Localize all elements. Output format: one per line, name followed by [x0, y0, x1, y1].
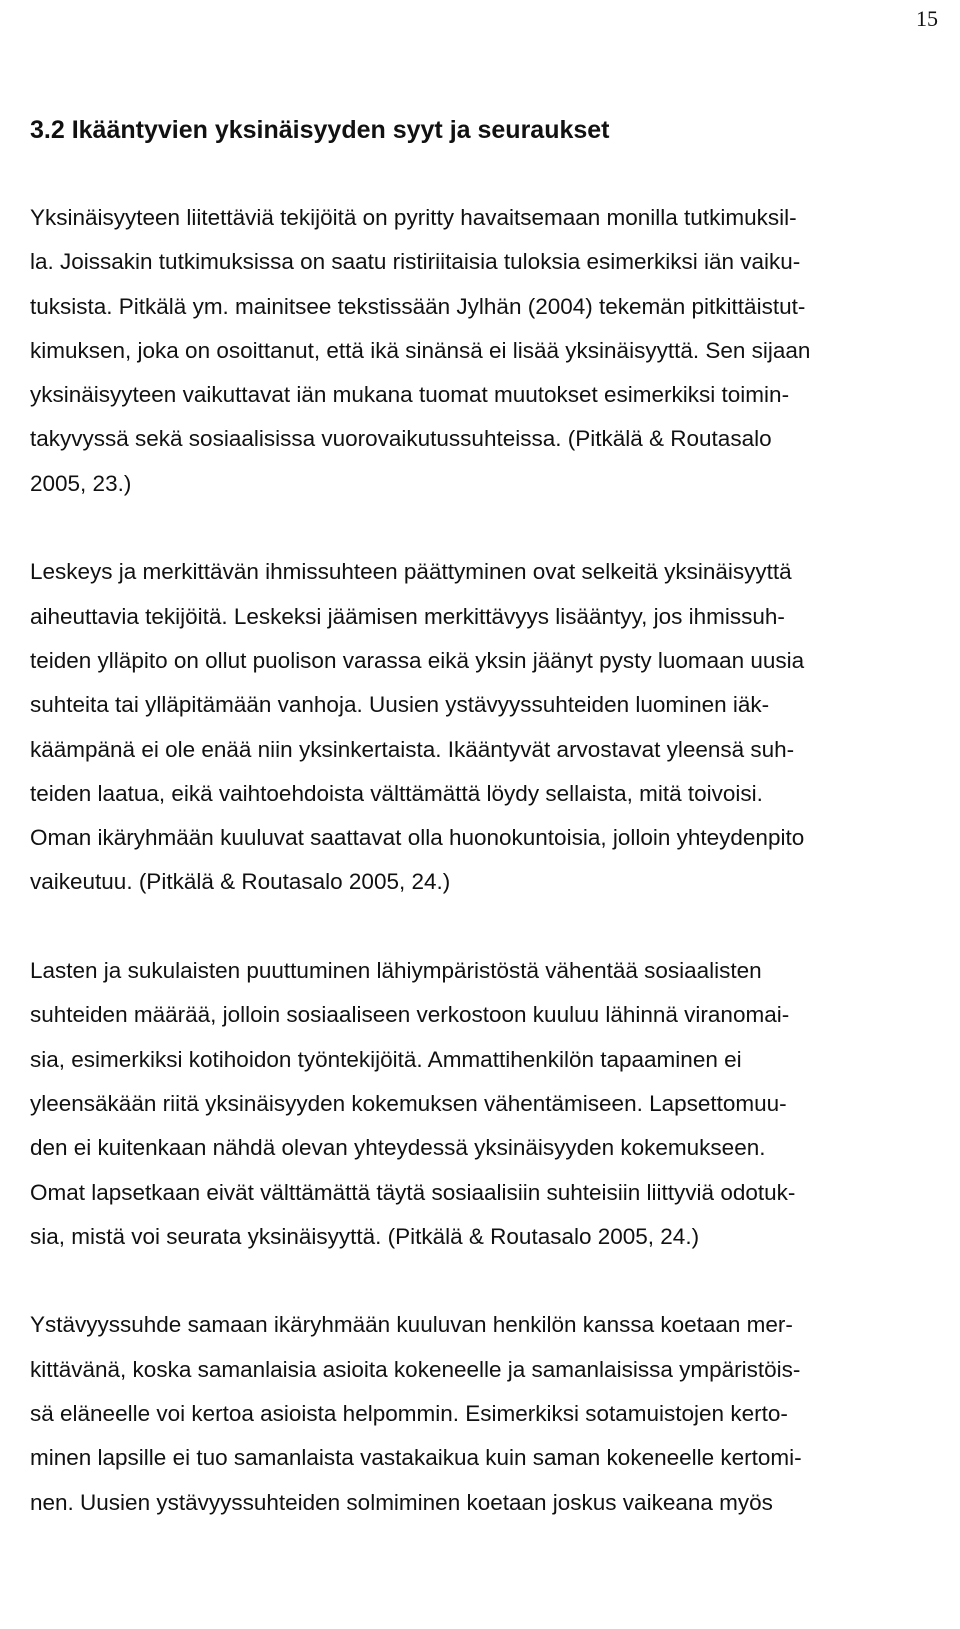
paragraph-2: Leskeys ja merkittävän ihmissuhteen päättyminen ovat selkeitä yksinäisyyttä aiheuttavia tekijöitä. Leskeksi jäämisen merkittävyys lisääntyy, jos ihmissuh- teiden ylläpito on ollut puolison varassa eikä yksin jäänyt pysty luomaan uusia suhteita tai ylläpitämään vanhoja. Uusien ystävyyssuhteiden luominen iäk- käämpänä ei ole enää niin yksinkertaista. Ikääntyvät arvostavat yleensä suh- teiden laatua, eikä vaihtoehdoista välttämättä löydy sellaista, mitä toivoisi. Oman ikäryhmään kuuluvat saattavat olla huonokuntoisia, jolloin yhteydenpito vaikeutuu. (Pitkälä & Routasalo 2005, 24.): [30, 559, 805, 895]
paragraph-4: Ystävyyssuhde samaan ikäryhmään kuuluvan henkilön kanssa koetaan mer- kittävänä, koska samanlaisia asioita kokeneelle ja samanlaisissa ympäristöis- sä eläneelle voi kertoa asioista helpommin. Esimerkiksi sotamuistojen kerto- minen lapsille ei tuo samanlaista vastakaikua kuin saman kokeneelle kertomi- nen. Uusien ystävyyssuhteiden solmiminen koetaan joskus vaikeana myös: [30, 1312, 802, 1515]
document-body: [30, 108, 936, 1525]
paragraph-1: Yksinäisyyteen liitettäviä tekijöitä on pyritty havaitsemaan monilla tutkimuksil- la. Joissakin tutkimuksissa on saatu ristiriitaisia tuloksia esimerkiksi iän vaiku- tuksista. Pitkälä ym. mainitsee tekstissään Jylhän (2004) tekemän pitkittäistut- kimuksen, joka on osoittanut, että ikä sinänsä ei lisää yksinäisyyttä. Sen sijaan yksinäisyyteen vaikuttavat iän mukana tuomat muutokset esimerkiksi toimin- takyvyssä sekä sosiaalisissa vuorovaikutussuhteissa. (Pitkälä & Routasalo 2005, 23.): [30, 205, 811, 496]
page-number: 15: [916, 6, 938, 31]
paragraph-3: Lasten ja sukulaisten puuttuminen lähiympäristöstä vähentää sosiaalisten suhteiden määrää, jolloin sosiaaliseen verkostoon kuuluu lähinnä viranomai- sia, esimerkiksi kotihoidon työntekijöitä. Ammattihenkilön tapaaminen ei yleensäkään riitä yksinäisyyden kokemuksen vähentämiseen. Lapsettomuu- den ei kuitenkaan nähdä olevan yhteydessä yksinäisyyden kokemukseen. Omat lapsetkaan eivät välttämättä täytä sosiaalisiin suhteisiin liittyviä odotuk- sia, mistä voi seurata yksinäisyyttä. (Pitkälä & Routasalo 2005, 24.): [30, 958, 796, 1249]
section-heading: 3.2 Ikääntyvien yksinäisyyden syyt ja seuraukset: [30, 116, 610, 144]
